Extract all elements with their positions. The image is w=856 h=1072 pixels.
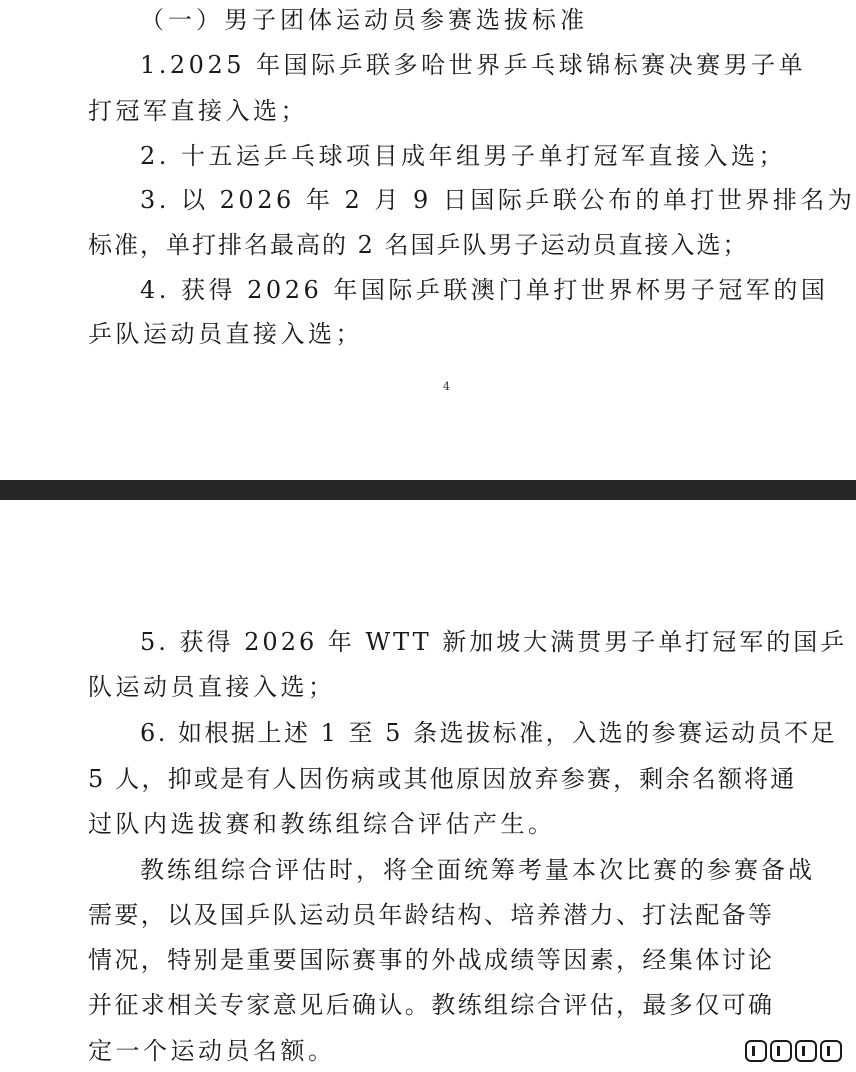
section-heading: （一）男子团体运动员参赛选拔标准: [140, 6, 588, 34]
paragraph-line: 2. 十五运乒乓球项目成年组男子单打冠军直接入选；: [140, 142, 787, 170]
watermark-icon: [770, 1040, 792, 1062]
paragraph-line: 5. 获得 2026 年 WTT 新加坡大满贯男子单打冠军的国乒: [140, 628, 848, 656]
document-page-bottom: [0, 500, 856, 1072]
paragraph-line: 6. 如根据上述 1 至 5 条选拔标准，入选的参赛运动员不足: [140, 719, 838, 747]
watermark-icon: [820, 1040, 842, 1062]
watermark-icon: [795, 1040, 817, 1062]
paragraph-line: 标准，单打排名最高的 2 名国乒队男子运动员直接入选；: [88, 231, 749, 259]
document-page-top: [0, 0, 856, 480]
paragraph-line: 定一个运动员名额。: [88, 1037, 336, 1065]
paragraph-line: 3. 以 2026 年 2 月 9 日国际乒联公布的单打世界排名为: [140, 186, 856, 214]
paragraph-line: 并征求相关专家意见后确认。教练组综合评估，最多仅可确: [88, 991, 775, 1019]
paragraph-line: 教练组综合评估时，将全面统筹考量本次比赛的参赛备战: [140, 856, 815, 884]
paragraph-line: 4. 获得 2026 年国际乒联澳门单打世界杯男子冠军的国: [140, 276, 829, 304]
paragraph-line: 需要，以及国乒队运动员年龄结构、培养潜力、打法配备等: [88, 901, 775, 929]
paragraph-line: 打冠军直接入选；: [88, 97, 308, 125]
paragraph-line: 情况，特别是重要国际赛事的外战成绩等因素，经集体讨论: [88, 946, 775, 974]
page-break-divider: [0, 480, 856, 500]
paragraph-line: 过队内选拔赛和教练组综合评估产生。: [88, 810, 556, 838]
page-number: 4: [443, 380, 450, 393]
paragraph-line: 1.2025 年国际乒联多哈世界乒乓球锦标赛决赛男子单: [140, 51, 807, 79]
watermark-icon: [745, 1040, 767, 1062]
watermark-logo: [745, 1040, 842, 1062]
paragraph-line: 队运动员直接入选；: [88, 673, 336, 701]
paragraph-line: 5 人，抑或是有人因伤病或其他原因放弃参赛，剩余名额将通: [88, 765, 797, 793]
paragraph-line: 乒队运动员直接入选；: [88, 320, 363, 348]
